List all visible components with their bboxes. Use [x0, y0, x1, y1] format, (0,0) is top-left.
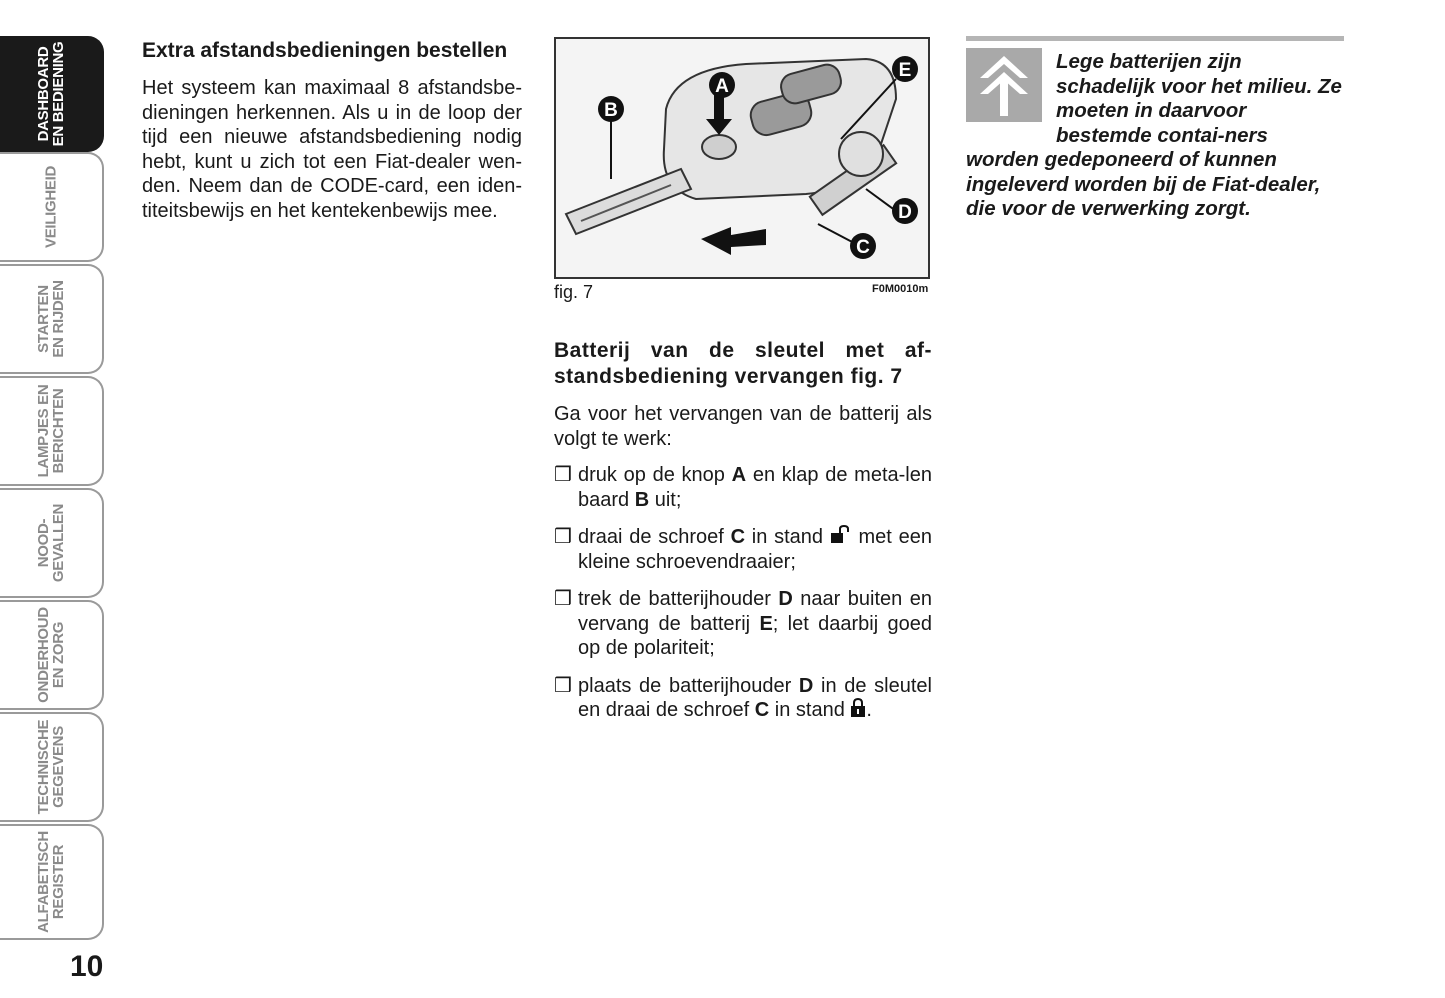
bullet: ❒	[554, 588, 572, 610]
step-text: in de sleutel en draai de schroef	[578, 674, 932, 721]
tab-label: LAMPJES EN BERICHTEN	[35, 384, 67, 478]
step-text: naar buiten en vervang de batterij	[578, 588, 933, 635]
tab-veiligheid[interactable]	[0, 152, 104, 262]
step-text: trek de batterijhouder	[578, 588, 779, 610]
key-letter: C	[754, 699, 770, 721]
label-c-text: C	[856, 237, 870, 258]
section-intro: Ga voor het vervangen van de batterij als volgt te werk:	[554, 403, 932, 450]
lock-icon	[850, 698, 866, 718]
label-b-text: B	[604, 100, 618, 121]
figure-code: F0M0010m	[872, 283, 929, 295]
period: .	[866, 699, 872, 721]
step-text: druk op de knop	[578, 464, 732, 486]
section-extra-remotes	[142, 38, 522, 223]
label-d-text: D	[898, 202, 912, 223]
bullet: ❒	[554, 526, 572, 548]
note-body: Lege batterijen zijn schadelijk voor het milieu. Ze moeten in daarvoor bestemde contai-ners worden gedeponeerd of kunnen ingeleverd worden bij de Fiat-dealer, die voor de verwerking zorgt.	[966, 50, 1342, 220]
tab-register[interactable]	[0, 824, 104, 940]
steps-list	[554, 463, 932, 723]
tab-label: ALFABETISCH REGISTER	[35, 831, 67, 933]
step-item	[554, 587, 932, 661]
note-icon-space	[966, 50, 1056, 124]
key-letter: C	[730, 526, 746, 548]
tab-label: NOOD- GEVALLEN	[35, 503, 67, 583]
step-item	[554, 525, 932, 574]
tab-onderhoud[interactable]	[0, 600, 104, 710]
key-illustration	[556, 39, 928, 277]
key-letter: D	[778, 588, 793, 610]
label-c	[850, 233, 876, 259]
section-heading: Extra afstandsbedieningen bestellen	[142, 39, 508, 62]
step-item	[554, 674, 932, 723]
tab-label: VEILIGHEID	[42, 165, 60, 249]
step-text: in stand	[769, 699, 851, 721]
section-body: Het systeem kan maximaal 8 afstandsbe-dieningen herkennen. Als u in de loop der tijd een nieuwe afstandsbediening nodig hebt, kunt u zich tot een Fiat-dealer wen-den. Neem dan de CODE-card, een iden-titeitsbewijs en het kentekenbewijs mee.	[142, 77, 522, 222]
label-a	[709, 72, 735, 98]
label-b	[598, 96, 624, 122]
step-text: met een kleine schroevendraaier;	[578, 526, 932, 573]
section-battery-replace	[554, 338, 932, 736]
tab-starten[interactable]	[0, 264, 104, 374]
key-battery-figure	[554, 37, 930, 279]
step-text: draai de schroef	[578, 526, 731, 548]
bullet: ❒	[554, 464, 572, 486]
tab-label: TECHNISCHE GEGEVENS	[35, 719, 67, 815]
label-e-text: E	[898, 60, 912, 81]
tab-noodgevallen[interactable]	[0, 488, 104, 598]
figure-caption: fig. 7	[554, 282, 594, 302]
tab-lampjes[interactable]	[0, 376, 104, 486]
step-text: en klap de meta-len baard	[578, 464, 932, 511]
page-number: 10	[70, 950, 104, 983]
bullet: ❒	[554, 674, 572, 697]
tab-technische[interactable]	[0, 712, 104, 822]
label-e	[892, 56, 918, 82]
label-d	[892, 198, 918, 224]
environment-note	[966, 50, 1344, 222]
step-text: in stand	[745, 526, 830, 548]
tab-label: ONDERHOUD EN ZORG	[35, 607, 67, 703]
note-divider	[966, 36, 1344, 41]
tab-label: DASHBOARD EN BEDIENING	[35, 41, 67, 147]
unlock-icon	[830, 525, 852, 545]
step-item	[554, 463, 932, 512]
tab-label: STARTEN EN RIJDEN	[35, 280, 67, 358]
key-letter: B	[634, 488, 650, 511]
key-letter: D	[798, 674, 814, 697]
key-letter: E	[759, 612, 773, 635]
label-a-text: A	[715, 76, 729, 97]
step-text: plaats de batterijhouder	[578, 674, 799, 697]
tab-dashboard[interactable]	[0, 36, 104, 152]
step-text: ; let daarbij goed op de polariteit;	[578, 612, 932, 659]
step-text: uit;	[649, 488, 682, 511]
section-heading: Batterij van de sleutel met af-standsbediening vervangen fig. 7	[554, 339, 932, 388]
key-letter: A	[731, 464, 747, 486]
